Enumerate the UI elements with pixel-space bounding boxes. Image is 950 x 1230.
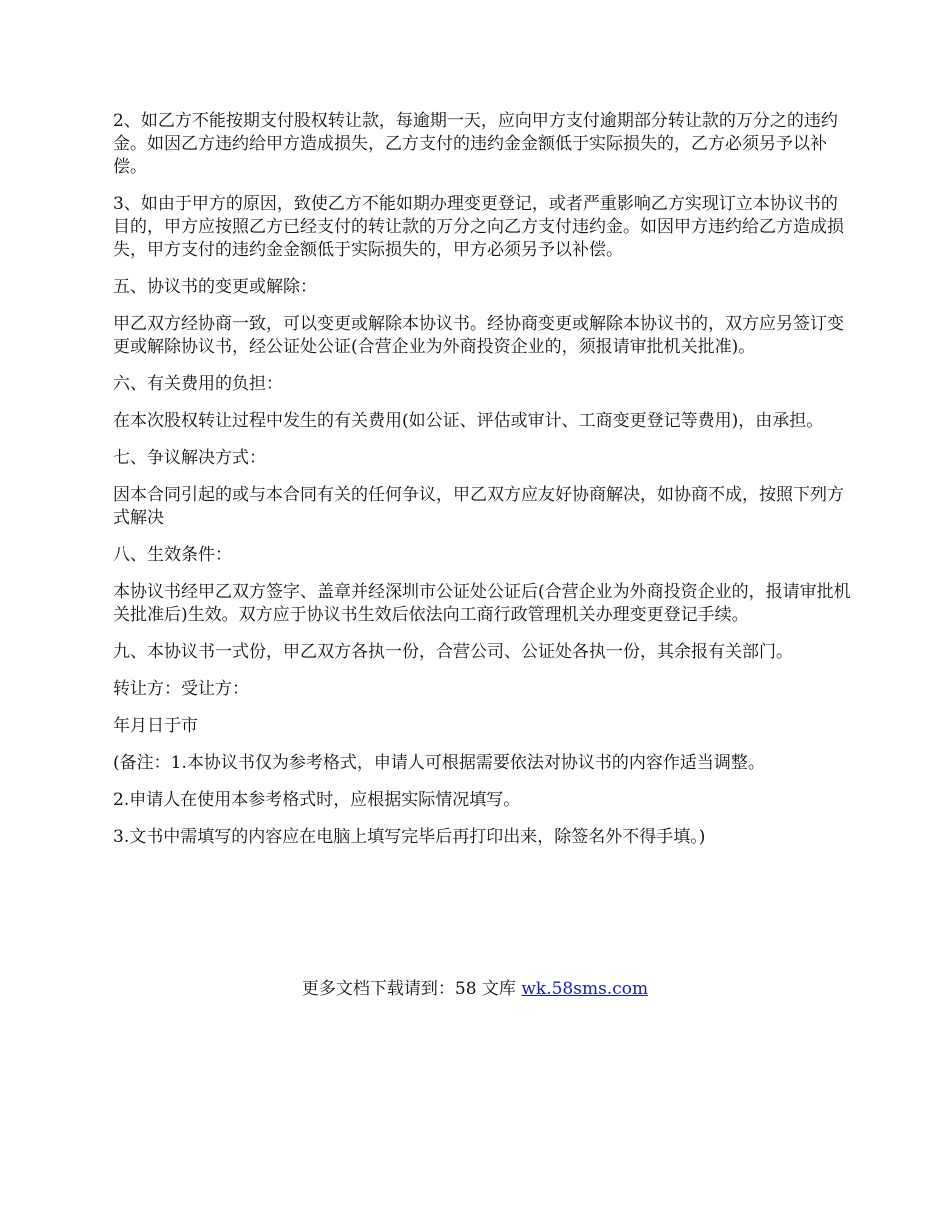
- section-7-heading: 七、争议解决方式：: [113, 448, 266, 468]
- note-1: (备注：1.本协议书仅为参考格式，申请人可根据需要依法对协议书的内容作适当调整。: [113, 753, 765, 773]
- clause-3-paragraph: 3、如由于甲方的原因，致使乙方不能如期办理变更登记，或者严重影响乙方实现订立本协议书的目的，甲方应按照乙方已经支付的转让款的万分之向乙方支付违约金。如因甲方违约给乙方造成损失，甲方支付的违约金金额低于实际损失的，甲方必须另予以补偿。: [113, 194, 844, 260]
- note-3: 3.文书中需填写的内容应在电脑上填写完毕后再打印出来，除签名外不得手填。): [113, 827, 706, 847]
- section-8-paragraph: 本协议书经甲乙双方签字、盖章并经深圳市公证处公证后(合营企业为外商投资企业的，报请审批机关批准后)生效。双方应于协议书生效后依法向工商行政管理机关办理变更登记手续。: [113, 582, 851, 625]
- section-6-heading: 六、有关费用的负担：: [113, 374, 283, 394]
- clause-2-paragraph: 2、如乙方不能按期支付股权转让款，每逾期一天，应向甲方支付逾期部分转让款的万分之的违约金。如因乙方违约给甲方造成损失，乙方支付的违约金金额低于实际损失的，乙方必须另予以补偿。: [113, 111, 838, 177]
- footer-text: 更多文档下载请到：58 文库: [301, 979, 522, 999]
- section-9-paragraph: 九、本协议书一式份，甲乙双方各执一份，合营公司、公证处各执一份，其余报有关部门。: [113, 642, 793, 662]
- section-7-paragraph: 因本合同引起的或与本合同有关的任何争议，甲乙双方应友好协商解决，如协商不成，按照下列方式解决: [113, 485, 844, 528]
- footer-link[interactable]: wk.58sms.com: [521, 979, 649, 999]
- document-body: [113, 110, 853, 863]
- note-2: 2.申请人在使用本参考格式时，应根据实际情况填写。: [113, 790, 521, 810]
- section-5-paragraph: 甲乙双方经协商一致，可以变更或解除本协议书。经协商变更或解除本协议书的，双方应另签订变更或解除协议书，经公证处公证(合营企业为外商投资企业的，须报请审批机关批准)。: [113, 314, 844, 357]
- date-line: 年月日于市: [113, 716, 198, 736]
- section-5-heading: 五、协议书的变更或解除：: [113, 277, 317, 297]
- section-8-heading: 八、生效条件：: [113, 545, 232, 565]
- signature-line: 转让方：受让方：: [113, 679, 249, 699]
- section-6-paragraph: 在本次股权转让过程中发生的有关费用(如公证、评估或审计、工商变更登记等费用)，由承担。: [113, 411, 824, 431]
- download-footer: [0, 978, 950, 1001]
